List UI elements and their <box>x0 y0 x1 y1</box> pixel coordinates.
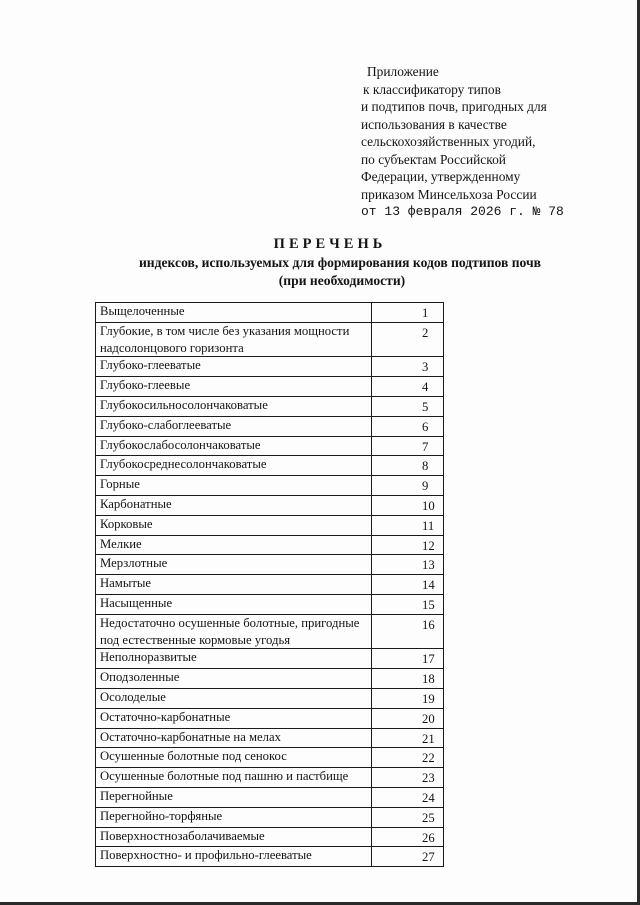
soil-subtype-name: Остаточно-карбонатные на мелах <box>96 728 372 748</box>
soil-subtype-name: Мелкие <box>96 535 372 555</box>
index-number: 23 <box>372 768 444 788</box>
table-row <box>96 827 444 847</box>
soil-subtype-name: Насыщенные <box>96 594 372 614</box>
index-number: 12 <box>372 535 444 555</box>
appendix-line: приказом Минсельхоза России <box>361 186 537 202</box>
index-number: 11 <box>372 515 444 535</box>
table-row <box>96 322 444 357</box>
index-table <box>95 302 444 867</box>
document-title: ПЕРЕЧЕНЬ <box>273 236 387 252</box>
index-number: 9 <box>372 476 444 496</box>
index-number: 26 <box>372 827 444 847</box>
table-row <box>96 594 444 614</box>
soil-subtype-name: Глубоко-глеевые <box>96 377 372 397</box>
table-row <box>96 476 444 496</box>
index-number: 17 <box>372 649 444 669</box>
soil-subtype-name: Намытые <box>96 575 372 595</box>
appendix-line: и подтипов почв, пригодных для <box>361 99 547 114</box>
soil-subtype-name: Горные <box>96 476 372 496</box>
table-row <box>96 669 444 689</box>
soil-subtype-name: Глубоко-глееватые <box>96 357 372 377</box>
document-subtitle-note: (при необходимости) <box>278 273 406 288</box>
soil-subtype-name: Перегнойные <box>96 787 372 807</box>
document-subtitle: индексов, используемых для формирования кодов подтипов почв <box>138 255 542 270</box>
table-row <box>96 416 444 436</box>
index-number: 7 <box>372 436 444 456</box>
soil-subtype-name: Карбонатные <box>96 495 372 515</box>
appendix-line: к классификатору типов <box>363 81 501 97</box>
soil-subtype-name: Корковые <box>96 515 372 535</box>
index-number: 19 <box>372 688 444 708</box>
table-row <box>96 847 444 867</box>
table-row <box>96 768 444 788</box>
index-number: 3 <box>372 357 444 377</box>
table-row <box>96 787 444 807</box>
table-row <box>96 728 444 748</box>
index-number: 24 <box>372 787 444 807</box>
index-number: 5 <box>372 396 444 416</box>
table-row <box>96 688 444 708</box>
table-row <box>96 456 444 476</box>
soil-subtype-name: Глубокосреднесолончаковатые <box>96 456 372 476</box>
appendix-line: сельскохозяйственных угодий, <box>361 134 536 149</box>
soil-subtype-name: Оподзоленные <box>96 669 372 689</box>
index-number: 20 <box>372 708 444 728</box>
soil-subtype-name: Остаточно-карбонатные <box>96 708 372 728</box>
soil-subtype-name: Неполноразвитые <box>96 649 372 669</box>
index-number: 14 <box>372 575 444 595</box>
table-row <box>96 649 444 669</box>
soil-subtype-name: Глубокие, в том числе без указания мощности надсолонцового горизонта <box>96 322 372 357</box>
soil-subtype-name: Недостаточно осушенные болотные, пригодные под естественные кормовые угодья <box>96 614 372 649</box>
index-number: 16 <box>372 614 444 649</box>
index-number: 27 <box>372 847 444 867</box>
table-row <box>96 807 444 827</box>
table-row <box>96 555 444 575</box>
soil-subtype-name: Мерзлотные <box>96 555 372 575</box>
soil-subtype-name: Выщелоченные <box>96 303 372 323</box>
index-number: 10 <box>372 495 444 515</box>
appendix-line: использования в качестве <box>361 116 507 132</box>
appendix-line: Приложение <box>367 64 439 79</box>
table-row <box>96 575 444 595</box>
soil-subtype-name: Поверхностно- и профильно-глееватые <box>96 847 372 867</box>
index-number: 25 <box>372 807 444 827</box>
soil-subtype-name: Глубокослабосолончаковатые <box>96 436 372 456</box>
table-row <box>96 303 444 323</box>
index-number: 18 <box>372 669 444 689</box>
table-row <box>96 495 444 515</box>
soil-subtype-name: Поверхностнозаболачиваемые <box>96 827 372 847</box>
table-row <box>96 357 444 377</box>
index-number: 21 <box>372 728 444 748</box>
table-row <box>96 708 444 728</box>
index-number: 22 <box>372 748 444 768</box>
table-row <box>96 515 444 535</box>
index-number: 8 <box>372 456 444 476</box>
appendix-header <box>361 63 601 221</box>
index-number: 13 <box>372 555 444 575</box>
index-number: 2 <box>372 322 444 357</box>
table-row <box>96 436 444 456</box>
soil-subtype-name: Осолоделые <box>96 688 372 708</box>
soil-subtype-name: Глубокосильносолончаковатые <box>96 396 372 416</box>
table-row <box>96 377 444 397</box>
table-row <box>96 535 444 555</box>
appendix-line: Федерации, утвержденному <box>361 169 521 184</box>
appendix-order-date: от 13 февраля 2026 г. № 78 <box>361 204 564 219</box>
index-number: 6 <box>372 416 444 436</box>
index-number: 4 <box>372 377 444 397</box>
index-number: 15 <box>372 594 444 614</box>
table-row <box>96 396 444 416</box>
soil-subtype-name: Осушенные болотные под пашню и пастбище <box>96 768 372 788</box>
table-row <box>96 748 444 768</box>
appendix-line: по субъектам Российской <box>361 151 506 167</box>
soil-subtype-name: Глубоко-слабоглееватые <box>96 416 372 436</box>
table-row <box>96 614 444 649</box>
soil-subtype-name: Осушенные болотные под сенокос <box>96 748 372 768</box>
index-number: 1 <box>372 303 444 323</box>
soil-subtype-name: Перегнойно-торфяные <box>96 807 372 827</box>
